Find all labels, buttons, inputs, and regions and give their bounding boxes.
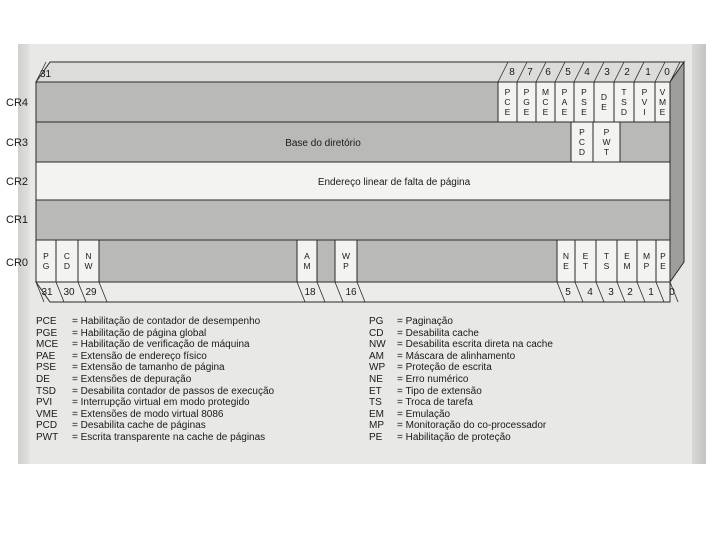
legend-item bbox=[36, 328, 366, 340]
cr0-flag-letter: M bbox=[642, 251, 651, 261]
cr3-flag-letter: C bbox=[578, 137, 586, 147]
bottom-bit-3: 3 bbox=[608, 287, 614, 298]
cr0-flag-letter: M bbox=[303, 261, 311, 271]
legend-desc: = Emulação bbox=[397, 408, 451, 420]
bottom-bit-18: 18 bbox=[304, 287, 316, 298]
top-bit-6: 6 bbox=[545, 67, 551, 78]
legend-desc: = Desabilita contador de passos de execução bbox=[72, 385, 275, 397]
cr4-flag-letter: A bbox=[561, 97, 568, 107]
legend-abbr: EM bbox=[369, 408, 384, 420]
legend-abbr: ET bbox=[369, 385, 382, 397]
flag-legend bbox=[36, 316, 676, 460]
cr1-register-band bbox=[36, 200, 670, 240]
cr3-flag-letter: T bbox=[603, 147, 610, 157]
legend-item bbox=[369, 374, 669, 386]
legend-abbr: PGE bbox=[36, 327, 58, 339]
legend-desc: = Desabilita cache de páginas bbox=[72, 420, 206, 432]
legend-abbr: CD bbox=[369, 327, 384, 339]
legend-desc: = Extensão de tamanho de página bbox=[72, 362, 225, 374]
legend-desc: = Desabilita cache bbox=[397, 327, 479, 339]
cr0-flag-letter: M bbox=[623, 261, 631, 271]
legend-desc: = Escrita transparente na cache de páginas bbox=[72, 431, 266, 443]
cr0-flag-letter: E bbox=[660, 261, 666, 271]
legend-desc: = Extensões de depuração bbox=[72, 373, 192, 385]
legend-desc: = Troca de tarefa bbox=[397, 397, 473, 409]
legend-abbr: NE bbox=[369, 373, 383, 385]
cr4-flag-letter: E bbox=[601, 102, 607, 112]
register-name-cr1: CR1 bbox=[6, 214, 29, 226]
bottom-bit-2: 2 bbox=[627, 287, 633, 298]
cr4-flag-letter: S bbox=[581, 97, 587, 107]
cr2-field-label: Endereço linear de falta de página bbox=[317, 177, 471, 188]
legend-desc: = Extensões de modo virtual 8086 bbox=[72, 408, 224, 420]
legend-item bbox=[36, 351, 366, 363]
cr4-flag-letter: E bbox=[581, 107, 587, 117]
cr3-field-label: Base do diretório bbox=[285, 138, 361, 149]
legend-item bbox=[369, 316, 669, 328]
legend-item bbox=[369, 339, 669, 351]
cr0-flag-letter: P bbox=[643, 261, 650, 271]
top-bit-4: 4 bbox=[584, 67, 590, 78]
bottom-bit-5: 5 bbox=[565, 287, 571, 298]
cr0-flag-letter: S bbox=[603, 261, 610, 271]
cr4-flag-letter: M bbox=[658, 97, 667, 107]
cr4-flag-letter: P bbox=[504, 87, 511, 97]
cr4-flag-letter: T bbox=[621, 87, 627, 97]
bottom-bit-0: 0 bbox=[669, 287, 675, 298]
legend-abbr: AM bbox=[369, 350, 384, 362]
cr0-flag-letter: N bbox=[85, 251, 92, 261]
legend-desc: = Desabilita escrita direta na cache bbox=[397, 339, 553, 351]
legend-item bbox=[369, 432, 669, 444]
legend-item bbox=[36, 386, 366, 398]
legend-abbr: PCD bbox=[36, 420, 58, 432]
cr4-flag-letter: P bbox=[641, 87, 648, 97]
legend-abbr: TSD bbox=[36, 385, 56, 397]
legend-item bbox=[369, 351, 669, 363]
cr4-flag-bits bbox=[498, 82, 670, 122]
legend-item bbox=[36, 362, 366, 374]
cr4-flag-letter: P bbox=[523, 87, 530, 97]
legend-desc: = Erro numérico bbox=[397, 373, 469, 385]
bottom-bit-16: 16 bbox=[345, 287, 357, 298]
legend-abbr: TS bbox=[369, 397, 382, 409]
cr4-flag-letter: V bbox=[659, 87, 666, 97]
cr4-flag-letter: D bbox=[620, 107, 628, 117]
legend-desc: = Proteção de escrita bbox=[397, 362, 492, 374]
cr4-flag-letter: P bbox=[561, 87, 568, 97]
cr0-flag-letter: P bbox=[343, 261, 349, 271]
cr4-flag-letter: I bbox=[643, 107, 646, 117]
cr3-flag-bits bbox=[571, 122, 620, 162]
cr4-flag-letter: E bbox=[659, 107, 666, 117]
legend-abbr: NW bbox=[369, 339, 386, 351]
cr4-flag-letter: E bbox=[523, 107, 530, 117]
cr0-flag-letter: T bbox=[582, 261, 589, 271]
cr4-flag-letter: E bbox=[542, 107, 549, 117]
top-bit-2: 2 bbox=[624, 67, 630, 78]
register-name-cr2: CR2 bbox=[6, 176, 29, 188]
legend-item bbox=[36, 432, 366, 444]
top-bit-3: 3 bbox=[604, 67, 610, 78]
top-bit-31: 31 bbox=[40, 69, 52, 80]
legend-item bbox=[36, 409, 366, 421]
cr0-flag-letter: N bbox=[562, 251, 570, 261]
legend-column-cr4-cr3 bbox=[36, 316, 366, 444]
cr0-flag-letter: W bbox=[341, 251, 351, 261]
bottom-bit-29: 29 bbox=[85, 287, 97, 298]
cr4-flag-letter: E bbox=[504, 107, 511, 117]
cr0-flag-letter: T bbox=[603, 251, 610, 261]
legend-desc: = Tipo de extensão bbox=[397, 385, 482, 397]
legend-desc: = Interrupção virtual em modo protegido bbox=[72, 397, 250, 409]
bottom-bit-4: 4 bbox=[587, 287, 593, 298]
cr0-flag-letter: P bbox=[660, 251, 666, 261]
cr0-flag-letter: D bbox=[63, 261, 71, 271]
legend-desc: = Monitoração do co-processador bbox=[397, 420, 547, 432]
cr0-flag-letter: E bbox=[563, 261, 569, 271]
legend-abbr: MCE bbox=[36, 339, 59, 351]
legend-item bbox=[369, 362, 669, 374]
legend-item bbox=[369, 397, 669, 409]
cr4-flag-letter: M bbox=[541, 87, 550, 97]
cr3-flag-letter: P bbox=[579, 127, 585, 137]
cr0-flag-letter: A bbox=[304, 251, 310, 261]
legend-desc: = Habilitação de página global bbox=[72, 327, 207, 339]
cr4-flag-letter: C bbox=[542, 97, 549, 107]
register-names bbox=[6, 97, 28, 269]
legend-abbr: PE bbox=[369, 431, 383, 443]
legend-column-cr0 bbox=[369, 316, 669, 444]
bottom-bit-31: 31 bbox=[41, 287, 53, 298]
legend-item bbox=[36, 374, 366, 386]
cr4-flag-letter: G bbox=[523, 97, 530, 107]
right-side-face bbox=[670, 62, 684, 282]
cr4-flag-letter: P bbox=[581, 87, 587, 97]
legend-item bbox=[36, 420, 366, 432]
bottom-bit-30: 30 bbox=[63, 287, 75, 298]
register-name-cr0: CR0 bbox=[6, 257, 29, 269]
top-bit-7: 7 bbox=[527, 67, 533, 78]
legend-abbr: PVI bbox=[36, 397, 53, 409]
cr3-flag-letter: W bbox=[602, 137, 611, 147]
cr4-flag-letter: D bbox=[600, 92, 608, 102]
legend-abbr: PWT bbox=[36, 431, 59, 443]
legend-abbr: WP bbox=[369, 362, 386, 374]
legend-desc: = Extensão de endereço físico bbox=[72, 350, 207, 362]
legend-item bbox=[369, 386, 669, 398]
register-name-cr4: CR4 bbox=[6, 97, 29, 109]
top-bit-8: 8 bbox=[509, 67, 515, 78]
legend-desc: = Habilitação de proteção bbox=[397, 431, 511, 443]
legend-item bbox=[369, 409, 669, 421]
cr4-flag-letter: S bbox=[621, 97, 627, 107]
legend-item bbox=[36, 397, 366, 409]
legend-abbr: PG bbox=[369, 316, 384, 327]
legend-item bbox=[369, 420, 669, 432]
cr0-flag-letter: E bbox=[624, 251, 630, 261]
cr0-flag-letter: G bbox=[42, 261, 50, 271]
legend-item bbox=[369, 328, 669, 340]
legend-abbr: PAE bbox=[36, 350, 56, 362]
top-bit-0: 0 bbox=[664, 67, 670, 78]
legend-item bbox=[36, 316, 366, 328]
register-name-cr3: CR3 bbox=[6, 137, 29, 149]
cr4-flag-letter: C bbox=[504, 97, 511, 107]
legend-abbr: VME bbox=[36, 408, 58, 420]
cr0-flag-letter: C bbox=[63, 251, 71, 261]
cr3-flag-letter: D bbox=[578, 147, 586, 157]
legend-desc: = Máscara de alinhamento bbox=[397, 350, 516, 362]
top-bit-5: 5 bbox=[565, 67, 571, 78]
legend-item bbox=[36, 339, 366, 351]
top-bit-1: 1 bbox=[645, 67, 651, 78]
cr0-flag-letter: P bbox=[43, 251, 49, 261]
legend-abbr: MP bbox=[369, 420, 384, 432]
cr3-flag-letter: P bbox=[603, 127, 610, 137]
cr0-flag-letter: E bbox=[582, 251, 589, 261]
cr0-flag-letter: W bbox=[84, 261, 93, 271]
cr4-flag-letter: E bbox=[561, 107, 568, 117]
legend-abbr: DE bbox=[36, 373, 50, 385]
legend-abbr: PSE bbox=[36, 362, 57, 374]
legend-desc: = Habilitação de verificação de máquina bbox=[72, 339, 250, 351]
legend-abbr: PCE bbox=[36, 316, 57, 327]
legend-desc: = Paginação bbox=[397, 316, 453, 327]
cr4-flag-letter: V bbox=[641, 97, 648, 107]
bottom-bit-1: 1 bbox=[648, 287, 654, 298]
legend-desc: = Habilitação de contador de desempenho bbox=[72, 316, 261, 327]
